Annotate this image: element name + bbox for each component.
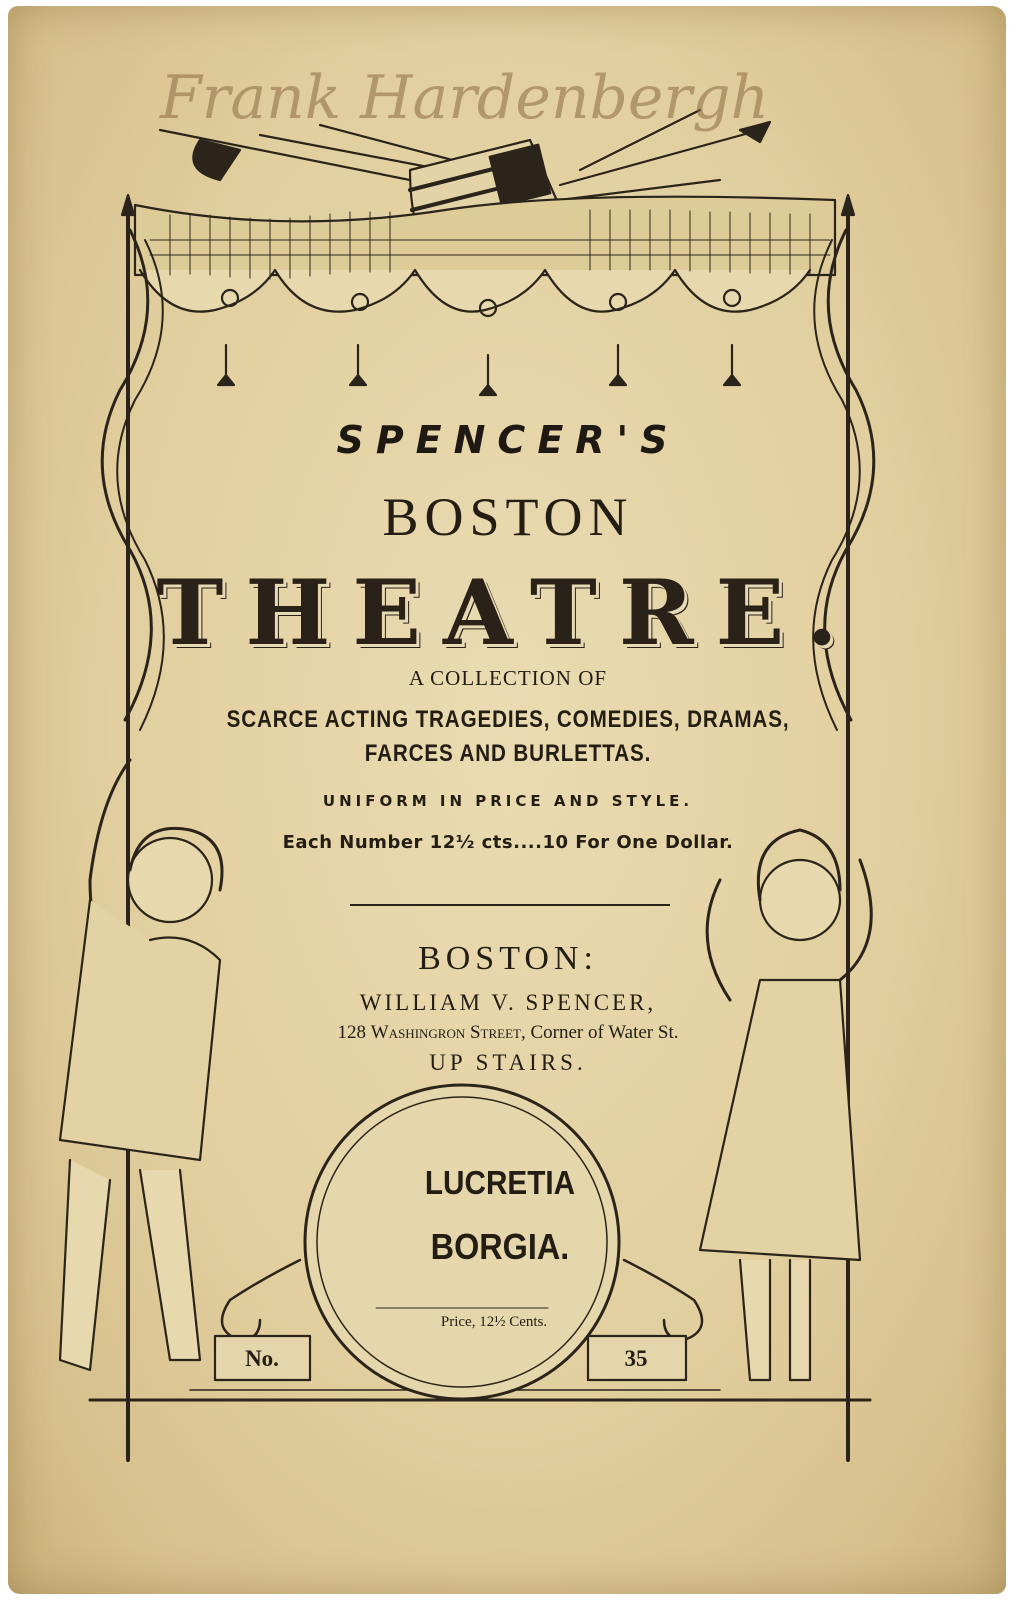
series-city-title: BOSTON <box>382 487 634 547</box>
uniform-note: UNIFORM IN PRICE AND STYLE. <box>322 792 694 810</box>
medallion-price: Price, 12½ Cents. <box>440 1314 548 1330</box>
imprint-city: BOSTON: <box>418 940 598 977</box>
publisher-address <box>0 1022 1016 1044</box>
svg-text:Frank Hardenbergh: Frank Hardenbergh <box>160 63 770 133</box>
play-title-line-2: BORGIA. <box>430 1226 570 1267</box>
series-header: SPENCER'S <box>336 418 680 462</box>
address-rest: , Corner of Water St. <box>521 1022 679 1043</box>
subtitle-line-1: A COLLECTION OF <box>408 666 608 690</box>
divider-rule <box>350 904 670 906</box>
subtitle-line-2: SCARCE ACTING TRAGEDIES, COMEDIES, DRAMAS, <box>226 706 790 733</box>
play-title-line-1: LUCRETIA <box>424 1164 576 1201</box>
publisher-upstairs: UP STAIRS. <box>429 1050 587 1075</box>
drapery-canopy <box>135 197 835 395</box>
handwritten-signature <box>120 40 880 150</box>
number-value: 35 <box>624 1346 648 1371</box>
series-price-line: Each Number 12½ cts....10 For One Dollar. <box>282 832 734 853</box>
number-label: No. <box>245 1346 279 1371</box>
right-child-figure-icon <box>700 830 871 1380</box>
subtitle-line-3: FARCES AND BURLETTAS. <box>364 740 652 767</box>
address-street: Washingron Street <box>370 1022 521 1043</box>
series-main-title: THEATRE. <box>156 560 860 666</box>
address-number: 128 <box>337 1022 371 1043</box>
publisher-name: WILLIAM V. SPENCER, <box>359 990 657 1015</box>
